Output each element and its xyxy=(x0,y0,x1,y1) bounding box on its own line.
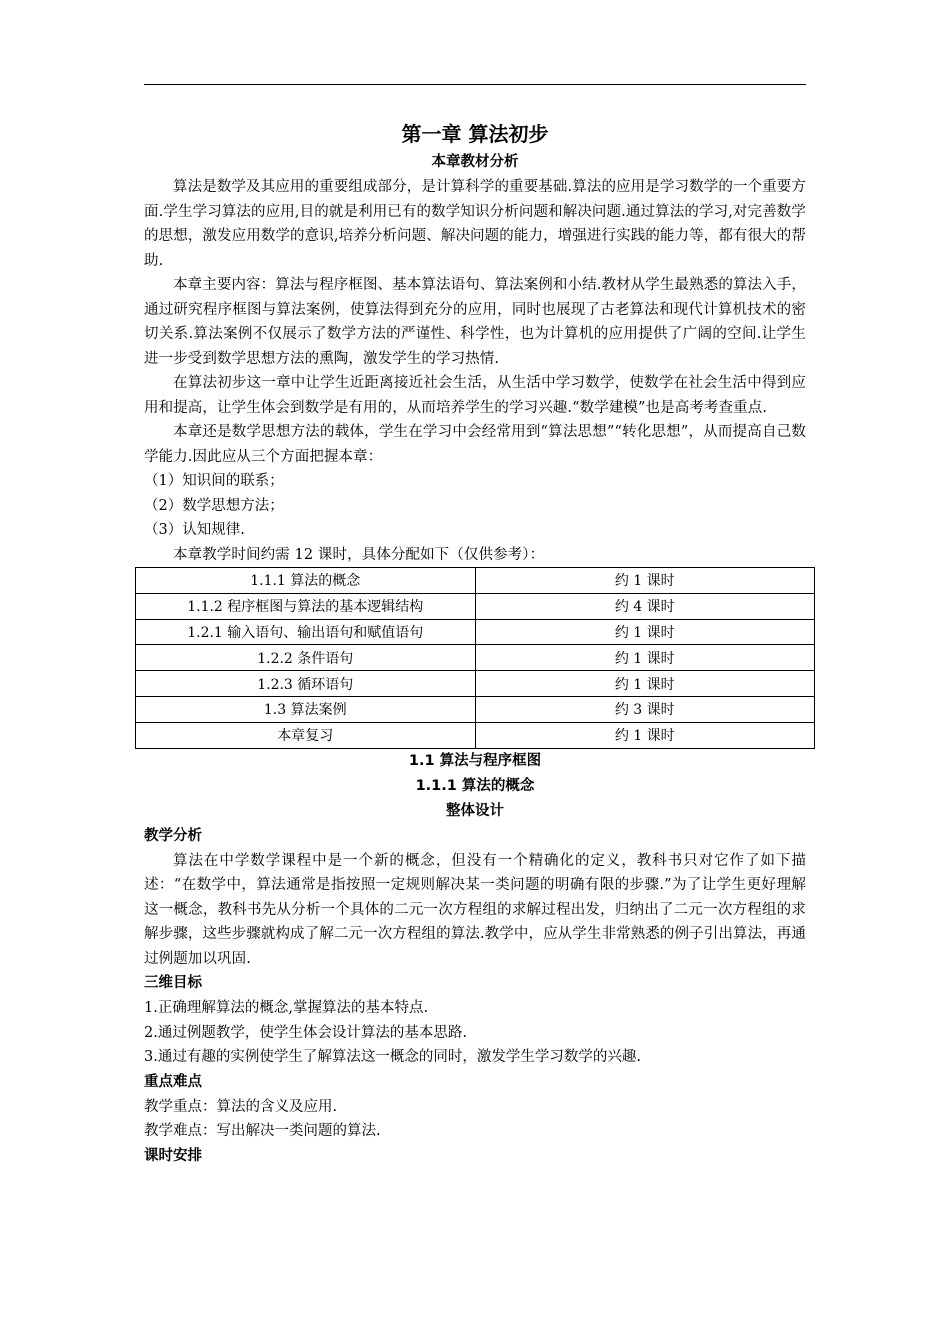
intro-paragraph-1: 算法是数学及其应用的重要组成部分，是计算科学的重要基础.算法的应用是学习数学的一个重要方面.学生学习算法的应用,目的就是利用已有的数学知识分析问题和解决问题.通过算法的学习,对完善数学的思想，激发应用数学的意识,培养分析问题、解决问题的能力，增强进行实践的能力等，都有很大的帮助. xyxy=(144,179,806,269)
header-rule xyxy=(144,84,806,85)
table-cell-hours: 约 1 课时 xyxy=(475,568,814,594)
table-cell-hours: 约 1 课时 xyxy=(475,722,814,748)
table-row xyxy=(136,722,815,748)
table-row xyxy=(136,593,815,619)
table-cell-hours: 约 1 课时 xyxy=(475,645,814,671)
table-row xyxy=(136,696,815,722)
intro-paragraph-4: 本章还是数学思想方法的载体，学生在学习中会经常用到“算法思想”“转化思想”，从而提高自己数学能力.因此应从三个方面把握本章： xyxy=(144,424,806,465)
table-cell-hours: 约 3 课时 xyxy=(475,696,814,722)
teaching-analysis-text: 算法在中学数学课程中是一个新的概念，但没有一个精确化的定义，教科书只对它作了如下描述：“在数学中，算法通常是指按照一定规则解决某一类问题的明确有限的步骤.”为了让学生更好理解这一概念，教科书先从分析一个具体的二元一次方程组的求解过程出发，归纳出了二元一次方程组的求解步骤，这些步骤就构成了解二元一次方程组的算法.教学中，应从学生非常熟悉的例子引出算法，再通过例题加以巩固. xyxy=(144,852,806,967)
table-row xyxy=(136,568,815,594)
table-row xyxy=(136,619,815,645)
intro-paragraph-2: 本章主要内容：算法与程序框图、基本算法语句、算法案例和小结.教材从学生最熟悉的算法入手，通过研究程序框图与算法案例，使算法得到充分的应用，同时也展现了古老算法和现代计算机技术的密切关系.算法案例不仅展示了数学方法的严谨性、科学性，也为计算机的应用提供了广阔的空间.让学生进一步受到数学思想方法的熏陶，激发学生的学习热情. xyxy=(144,277,806,367)
table-cell-topic: 1.2.3 循环语句 xyxy=(136,671,476,697)
section-heading: 1.1 算法与程序框图 xyxy=(408,752,542,769)
table-cell-hours: 约 1 课时 xyxy=(475,671,814,697)
table-row xyxy=(136,671,815,697)
chapter-analysis-heading: 本章教材分析 xyxy=(431,154,519,170)
page-content xyxy=(144,118,806,1169)
schedule-label: 课时安排 xyxy=(144,1147,202,1164)
goal-item-2: 2.通过例题教学，使学生体会设计算法的基本思路. xyxy=(144,1024,467,1041)
goals-label: 三维目标 xyxy=(144,975,202,992)
key-point-difficulty: 教学难点：写出解决一类问题的算法. xyxy=(144,1123,381,1140)
aspect-item-3: （3）认知规律. xyxy=(144,522,245,538)
table-cell-topic: 本章复习 xyxy=(136,722,476,748)
table-cell-topic: 1.1.1 算法的概念 xyxy=(136,568,476,594)
teaching-analysis-label: 教学分析 xyxy=(144,827,202,844)
schedule-table-wrapper xyxy=(135,567,815,749)
table-row xyxy=(136,645,815,671)
table-cell-topic: 1.1.2 程序框图与算法的基本逻辑结构 xyxy=(136,593,476,619)
table-cell-topic: 1.2.2 条件语句 xyxy=(136,645,476,671)
table-cell-topic: 1.2.1 输入语句、输出语句和赋值语句 xyxy=(136,619,476,645)
table-cell-hours: 约 4 课时 xyxy=(475,593,814,619)
section-subheading: 1.1.1 算法的概念 xyxy=(415,777,535,794)
schedule-table xyxy=(135,567,815,749)
design-heading: 整体设计 xyxy=(446,802,504,819)
key-point-focus: 教学重点：算法的含义及应用. xyxy=(144,1098,338,1115)
goal-item-3: 3.通过有趣的实例使学生了解算法这一概念的同时，激发学生学习数学的兴趣. xyxy=(144,1049,641,1066)
aspect-item-2: （2）数学思想方法； xyxy=(144,497,284,514)
aspect-item-1: （1）知识间的联系； xyxy=(144,473,284,489)
table-cell-topic: 1.3 算法案例 xyxy=(136,696,476,722)
intro-paragraph-3: 在算法初步这一章中让学生近距离接近社会生活，从生活中学习数学，使数学在社会生活中得到应用和提高，让学生体会到数学是有用的，从而培养学生的学习兴趣.“数学建模”也是高考考查重点. xyxy=(144,375,806,416)
key-points-label: 重点难点 xyxy=(144,1073,202,1090)
goal-item-1: 1.正确理解算法的概念,掌握算法的基本特点. xyxy=(144,1000,429,1017)
table-cell-hours: 约 1 课时 xyxy=(475,619,814,645)
schedule-intro: 本章教学时间约需 12 课时，具体分配如下（仅供参考）： xyxy=(173,546,545,563)
chapter-title: 第一章 算法初步 xyxy=(401,122,549,146)
